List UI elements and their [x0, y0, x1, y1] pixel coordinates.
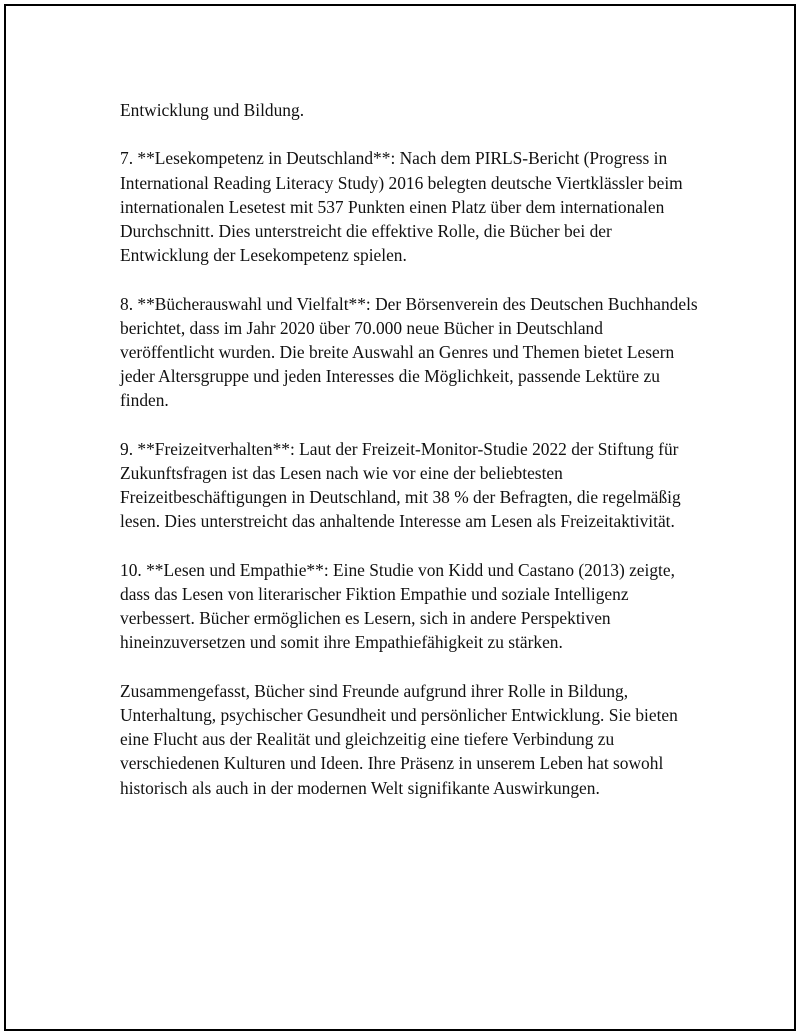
paragraph-item-9-freizeitverhalten: 9. **Freizeitverhalten**: Laut der Freizeit-Monitor-Studie 2022 der Stiftung für Zukunftsfragen ist das Lesen nach wie vor eine der beliebtesten Freizeitbeschäftigungen in Deutschland, mit 38 % der Befragten, die regelmäßig lesen. Dies unterstreicht das anhaltende Interesse am Lesen als Freizeitaktivität. — [120, 438, 681, 532]
paragraph-item-10-empathie: 10. **Lesen und Empathie**: Eine Studie von Kidd und Castano (2013) zeigte, dass das Lesen von literarischer Fiktion Empathie und soziale Intelligenz verbessert. Bücher ermöglichen es Lesern, sich in andere Perspektiven hineinzuversetzen und somit ihre Empathiefähigkeit zu stärken. — [120, 559, 675, 653]
paragraph-summary: Zusammengefasst, Bücher sind Freunde aufgrund ihrer Rolle in Bildung, Unterhaltung, psychischer Gesundheit und persönlicher Entwicklung. Sie bieten eine Flucht aus der Realität und gleichzeitig eine tiefere Verbindung zu verschiedenen Kulturen und Ideen. Ihre Präsenz in unserem Leben hat sowohl historisch als auch in der modernen Welt signifikante Auswirkungen. — [120, 680, 678, 798]
paragraph-intro-continuation: Entwicklung und Bildung. — [120, 100, 305, 120]
paragraph-item-8-buecherauswahl: 8. **Bücherauswahl und Vielfalt**: Der Börsenverein des Deutschen Buchhandels berichtet, dass im Jahr 2020 über 70.000 neue Bücher in Deutschland veröffentlicht wurden. Die breite Auswahl an Genres und Themen bietet Lesern jeder Altersgruppe und jeden Interesses die Möglichkeit, passende Lektüre zu finden. — [120, 293, 698, 411]
document-body — [120, 98, 698, 824]
paragraph-item-7-lesekompetenz: 7. **Lesekompetenz in Deutschland**: Nach dem PIRLS-Bericht (Progress in International Reading Literacy Study) 2016 belegten deutsche Viertklässler beim internationalen Lesetest mit 537 Punkten einen Platz über dem internationalen Durchschnitt. Dies unterstreicht die effektive Rolle, die Bücher bei der Entwicklung der Lesekompetenz spielen. — [120, 148, 683, 266]
page-border — [4, 4, 796, 1031]
